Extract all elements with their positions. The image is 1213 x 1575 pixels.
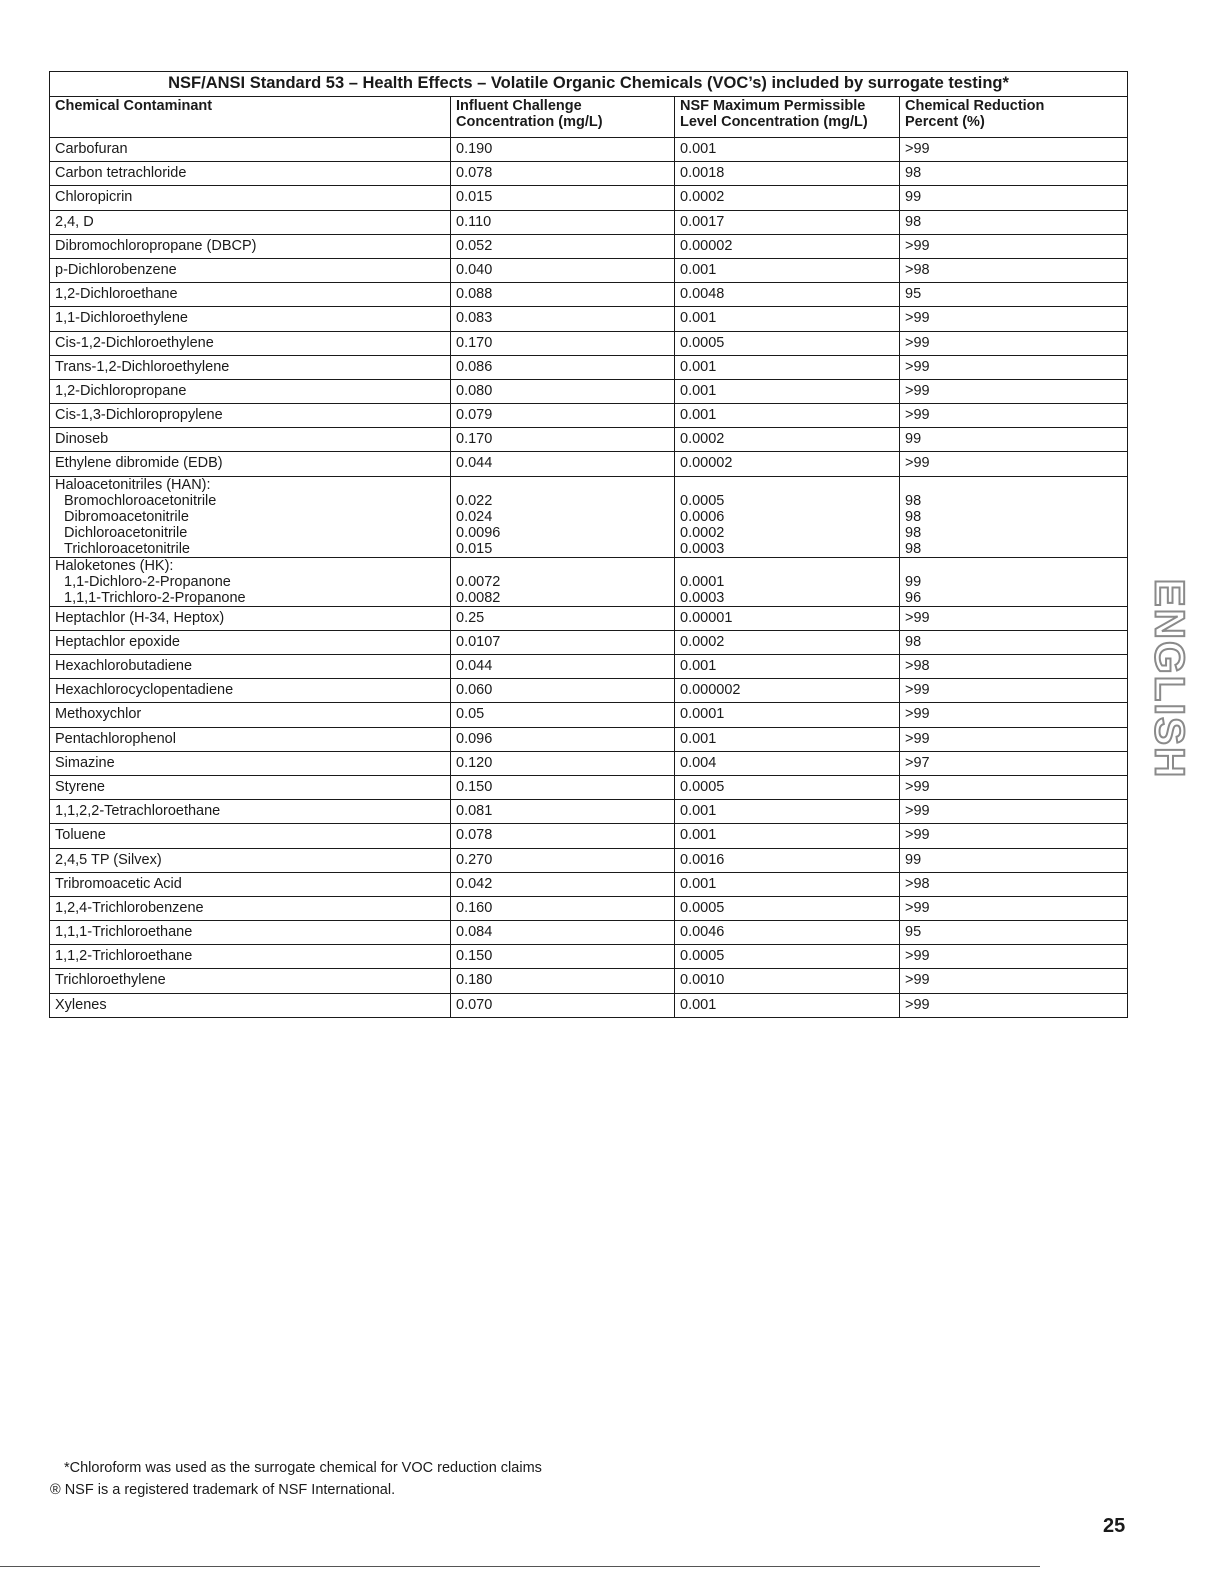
hk-reduction-cell — [900, 557, 1128, 606]
cell-chemical: Tribromoacetic Acid — [50, 872, 451, 896]
cell-max: 0.0005 — [675, 945, 900, 969]
cell-max: 0.000002 — [675, 679, 900, 703]
cell-reduction: >99 — [900, 945, 1128, 969]
cell-influent: 0.086 — [451, 355, 675, 379]
cell-influent: 0.110 — [451, 210, 675, 234]
cell-chemical: 1,1,1-Trichloroethane — [50, 921, 451, 945]
header-influent-line1: Influent Challenge — [456, 98, 582, 114]
cell-chemical: p-Dichlorobenzene — [50, 258, 451, 282]
cell-reduction: 98 — [900, 210, 1128, 234]
han-group — [50, 476, 1128, 557]
language-label: ENGLISH — [1146, 578, 1193, 780]
cell-influent: 0.088 — [451, 283, 675, 307]
hk-max-value: 0.0003 — [680, 589, 725, 606]
header-max-line1: NSF Maximum Permissible — [680, 98, 866, 114]
cell-influent: 0.040 — [451, 258, 675, 282]
cell-chemical: 1,1,2-Trichloroethane — [50, 945, 451, 969]
cell-max: 0.00002 — [675, 452, 900, 476]
table-row — [50, 355, 1128, 379]
table-row — [50, 331, 1128, 355]
cell-max: 0.0017 — [675, 210, 900, 234]
table-row — [50, 872, 1128, 896]
cell-reduction: >99 — [900, 896, 1128, 920]
cell-chemical: Trichloroethylene — [50, 969, 451, 993]
cell-influent: 0.081 — [451, 800, 675, 824]
cell-reduction: >99 — [900, 824, 1128, 848]
table-row — [50, 945, 1128, 969]
cell-max: 0.0048 — [675, 283, 900, 307]
cell-chemical: 2,4, D — [50, 210, 451, 234]
han-max-cell — [675, 476, 900, 557]
cell-chemical: 1,1-Dichloroethylene — [50, 307, 451, 331]
han-max-value: 0.0003 — [680, 540, 725, 557]
cell-influent: 0.25 — [451, 606, 675, 630]
table-row — [50, 452, 1128, 476]
cell-max: 0.0001 — [675, 703, 900, 727]
table-row — [50, 283, 1128, 307]
cell-reduction: 99 — [900, 848, 1128, 872]
hk-chemical-cell — [50, 557, 451, 606]
cell-chemical: 1,2-Dichloropropane — [50, 379, 451, 403]
table-row — [50, 679, 1128, 703]
cell-max: 0.001 — [675, 993, 900, 1017]
hk-reduction-value: 96 — [905, 589, 922, 606]
table-row — [50, 655, 1128, 679]
cell-reduction: >98 — [900, 872, 1128, 896]
cell-influent: 0.084 — [451, 921, 675, 945]
trademark-footnote: ® NSF is a registered trademark of NSF International. — [50, 1482, 396, 1498]
cell-influent: 0.0107 — [451, 630, 675, 654]
table-body-bottom — [50, 606, 1128, 1017]
footnotes — [50, 1457, 542, 1501]
language-side-tab — [1146, 568, 1193, 790]
header-influent-line2: Concentration (mg/L) — [456, 114, 603, 130]
table-row — [50, 307, 1128, 331]
cell-influent: 0.170 — [451, 428, 675, 452]
cell-chemical: Hexachlorobutadiene — [50, 655, 451, 679]
han-influent-value: 0.024 — [456, 508, 493, 525]
cell-chemical: Hexachlorocyclopentadiene — [50, 679, 451, 703]
cell-reduction: >99 — [900, 307, 1128, 331]
han-reduction-value: 98 — [905, 524, 922, 541]
cell-chemical: Trans-1,2-Dichloroethylene — [50, 355, 451, 379]
cell-chemical: Pentachlorophenol — [50, 727, 451, 751]
cell-chemical: 1,2,4-Trichlorobenzene — [50, 896, 451, 920]
hk-influent-value: 0.0082 — [456, 589, 501, 606]
table-row — [50, 969, 1128, 993]
table-row — [50, 800, 1128, 824]
cell-reduction: >99 — [900, 331, 1128, 355]
cell-influent: 0.052 — [451, 234, 675, 258]
table-row — [50, 896, 1128, 920]
cell-reduction: >97 — [900, 751, 1128, 775]
cell-max: 0.00001 — [675, 606, 900, 630]
cell-chemical: Cis-1,2-Dichloroethylene — [50, 331, 451, 355]
voc-table-container — [49, 71, 1127, 1018]
table-row — [50, 824, 1128, 848]
cell-reduction: >99 — [900, 606, 1128, 630]
cell-chemical: Simazine — [50, 751, 451, 775]
han-item-name: Bromochloroacetonitrile — [64, 492, 217, 509]
cell-chemical: Cis-1,3-Dichloropropylene — [50, 404, 451, 428]
cell-influent: 0.150 — [451, 945, 675, 969]
table-row — [50, 404, 1128, 428]
header-influent — [451, 97, 675, 138]
han-reduction-cell — [900, 476, 1128, 557]
table-row — [50, 630, 1128, 654]
table-row — [50, 162, 1128, 186]
hk-group — [50, 557, 1128, 606]
table-row — [50, 921, 1128, 945]
spacer — [905, 558, 1122, 574]
cell-max: 0.001 — [675, 307, 900, 331]
cell-influent: 0.078 — [451, 162, 675, 186]
hk-reduction-value: 99 — [905, 573, 922, 590]
hk-item-name: 1,1-Dichloro-2-Propanone — [64, 573, 231, 590]
surrogate-footnote: *Chloroform was used as the surrogate chemical for VOC reduction claims — [64, 1460, 542, 1476]
cell-max: 0.001 — [675, 727, 900, 751]
han-influent-value: 0.0096 — [456, 524, 501, 541]
table-row — [50, 703, 1128, 727]
han-item-name: Trichloroacetonitrile — [64, 540, 190, 557]
cell-chemical: Dibromochloropropane (DBCP) — [50, 234, 451, 258]
cell-reduction: >99 — [900, 234, 1128, 258]
spacer — [905, 477, 1122, 493]
spacer — [680, 558, 894, 574]
han-reduction-value: 98 — [905, 508, 922, 525]
cell-influent: 0.190 — [451, 138, 675, 162]
page-number: 25 — [1103, 1515, 1126, 1537]
cell-reduction: >99 — [900, 679, 1128, 703]
cell-reduction: >99 — [900, 969, 1128, 993]
cell-influent: 0.05 — [451, 703, 675, 727]
table-row — [50, 258, 1128, 282]
table-row — [50, 186, 1128, 210]
cell-influent: 0.180 — [451, 969, 675, 993]
cell-influent: 0.270 — [451, 848, 675, 872]
header-max-line2: Level Concentration (mg/L) — [680, 114, 868, 130]
spacer — [456, 477, 669, 493]
cell-max: 0.0002 — [675, 630, 900, 654]
table-row — [50, 775, 1128, 799]
hk-heading: Haloketones (HK): — [55, 557, 174, 574]
table-row — [50, 138, 1128, 162]
table-row-hk — [50, 557, 1128, 606]
cell-max: 0.0005 — [675, 775, 900, 799]
cell-reduction: >99 — [900, 355, 1128, 379]
table-row — [50, 751, 1128, 775]
cell-reduction: 99 — [900, 186, 1128, 210]
cell-influent: 0.120 — [451, 751, 675, 775]
cell-max: 0.001 — [675, 379, 900, 403]
han-heading: Haloacetonitriles (HAN): — [55, 476, 211, 493]
cell-influent: 0.044 — [451, 452, 675, 476]
cell-influent: 0.083 — [451, 307, 675, 331]
cell-reduction: >98 — [900, 258, 1128, 282]
cell-reduction: 95 — [900, 283, 1128, 307]
hk-max-value: 0.0001 — [680, 573, 725, 590]
cell-chemical: Methoxychlor — [50, 703, 451, 727]
table-row — [50, 727, 1128, 751]
table-row — [50, 210, 1128, 234]
cell-chemical: 2,4,5 TP (Silvex) — [50, 848, 451, 872]
cell-reduction: 98 — [900, 162, 1128, 186]
table-row — [50, 379, 1128, 403]
header-reduction — [900, 97, 1128, 138]
cell-chemical: Styrene — [50, 775, 451, 799]
cell-reduction: >99 — [900, 452, 1128, 476]
header-max-level — [675, 97, 900, 138]
table-header-row — [50, 97, 1128, 138]
table-title: NSF/ANSI Standard 53 – Health Effects – Volatile Organic Chemicals (VOC’s) included by surrogate testing* — [50, 72, 1128, 97]
cell-influent: 0.080 — [451, 379, 675, 403]
hk-influent-cell — [451, 557, 675, 606]
table-row — [50, 848, 1128, 872]
table-row-han — [50, 476, 1128, 557]
cell-max: 0.0010 — [675, 969, 900, 993]
cell-max: 0.0005 — [675, 331, 900, 355]
cell-influent: 0.078 — [451, 824, 675, 848]
cell-influent: 0.150 — [451, 775, 675, 799]
cell-chemical: Heptachlor epoxide — [50, 630, 451, 654]
cell-reduction: >99 — [900, 404, 1128, 428]
hk-influent-value: 0.0072 — [456, 573, 501, 590]
cell-chemical: Ethylene dibromide (EDB) — [50, 452, 451, 476]
hk-item-name: 1,1,1-Trichloro-2-Propanone — [64, 589, 246, 606]
han-item-name: Dibromoacetonitrile — [64, 508, 189, 525]
cell-influent: 0.079 — [451, 404, 675, 428]
han-reduction-value: 98 — [905, 540, 922, 557]
cell-max: 0.001 — [675, 258, 900, 282]
table-body-top — [50, 138, 1128, 477]
han-influent-cell — [451, 476, 675, 557]
cell-max: 0.0018 — [675, 162, 900, 186]
han-max-value: 0.0006 — [680, 508, 725, 525]
han-reduction-value: 98 — [905, 492, 922, 509]
cell-influent: 0.170 — [451, 331, 675, 355]
cell-max: 0.001 — [675, 355, 900, 379]
cell-chemical: 1,1,2,2-Tetrachloroethane — [50, 800, 451, 824]
table-row — [50, 234, 1128, 258]
cell-influent: 0.044 — [451, 655, 675, 679]
cell-reduction: 95 — [900, 921, 1128, 945]
cell-reduction: >98 — [900, 655, 1128, 679]
table-row — [50, 993, 1128, 1017]
cell-max: 0.001 — [675, 800, 900, 824]
cell-reduction: >99 — [900, 138, 1128, 162]
han-chemical-cell — [50, 476, 451, 557]
cell-reduction: 98 — [900, 630, 1128, 654]
cell-influent: 0.160 — [451, 896, 675, 920]
header-chemical: Chemical Contaminant — [50, 97, 451, 138]
cell-max: 0.0005 — [675, 896, 900, 920]
han-influent-value: 0.015 — [456, 540, 493, 557]
cell-max: 0.001 — [675, 655, 900, 679]
table-row — [50, 606, 1128, 630]
cell-chemical: Dinoseb — [50, 428, 451, 452]
cell-reduction: >99 — [900, 703, 1128, 727]
cell-reduction: >99 — [900, 775, 1128, 799]
cell-reduction: >99 — [900, 379, 1128, 403]
cell-chemical: 1,2-Dichloroethane — [50, 283, 451, 307]
cell-reduction: >99 — [900, 727, 1128, 751]
hk-max-cell — [675, 557, 900, 606]
cell-chemical: Heptachlor (H-34, Heptox) — [50, 606, 451, 630]
header-reduction-line2: Percent (%) — [905, 114, 985, 130]
cell-chemical: Xylenes — [50, 993, 451, 1017]
cell-reduction: >99 — [900, 993, 1128, 1017]
table-row — [50, 428, 1128, 452]
cell-reduction: >99 — [900, 800, 1128, 824]
cell-max: 0.001 — [675, 138, 900, 162]
cell-max: 0.0002 — [675, 428, 900, 452]
cell-max: 0.001 — [675, 872, 900, 896]
cell-influent: 0.042 — [451, 872, 675, 896]
han-influent-value: 0.022 — [456, 492, 493, 509]
cell-max: 0.0002 — [675, 186, 900, 210]
cell-influent: 0.096 — [451, 727, 675, 751]
cell-max: 0.0046 — [675, 921, 900, 945]
bottom-rule — [0, 1566, 1040, 1567]
cell-max: 0.004 — [675, 751, 900, 775]
cell-max: 0.001 — [675, 404, 900, 428]
cell-chemical: Chloropicrin — [50, 186, 451, 210]
han-max-value: 0.0005 — [680, 492, 725, 509]
cell-influent: 0.060 — [451, 679, 675, 703]
spacer — [456, 558, 669, 574]
spacer — [680, 477, 894, 493]
cell-max: 0.0016 — [675, 848, 900, 872]
header-reduction-line1: Chemical Reduction — [905, 98, 1045, 114]
cell-influent: 0.015 — [451, 186, 675, 210]
cell-chemical: Carbon tetrachloride — [50, 162, 451, 186]
han-max-value: 0.0002 — [680, 524, 725, 541]
cell-influent: 0.070 — [451, 993, 675, 1017]
voc-reduction-table — [49, 71, 1128, 1018]
cell-max: 0.00002 — [675, 234, 900, 258]
han-item-name: Dichloroacetonitrile — [64, 524, 188, 541]
cell-max: 0.001 — [675, 824, 900, 848]
cell-reduction: 99 — [900, 428, 1128, 452]
cell-chemical: Toluene — [50, 824, 451, 848]
cell-chemical: Carbofuran — [50, 138, 451, 162]
